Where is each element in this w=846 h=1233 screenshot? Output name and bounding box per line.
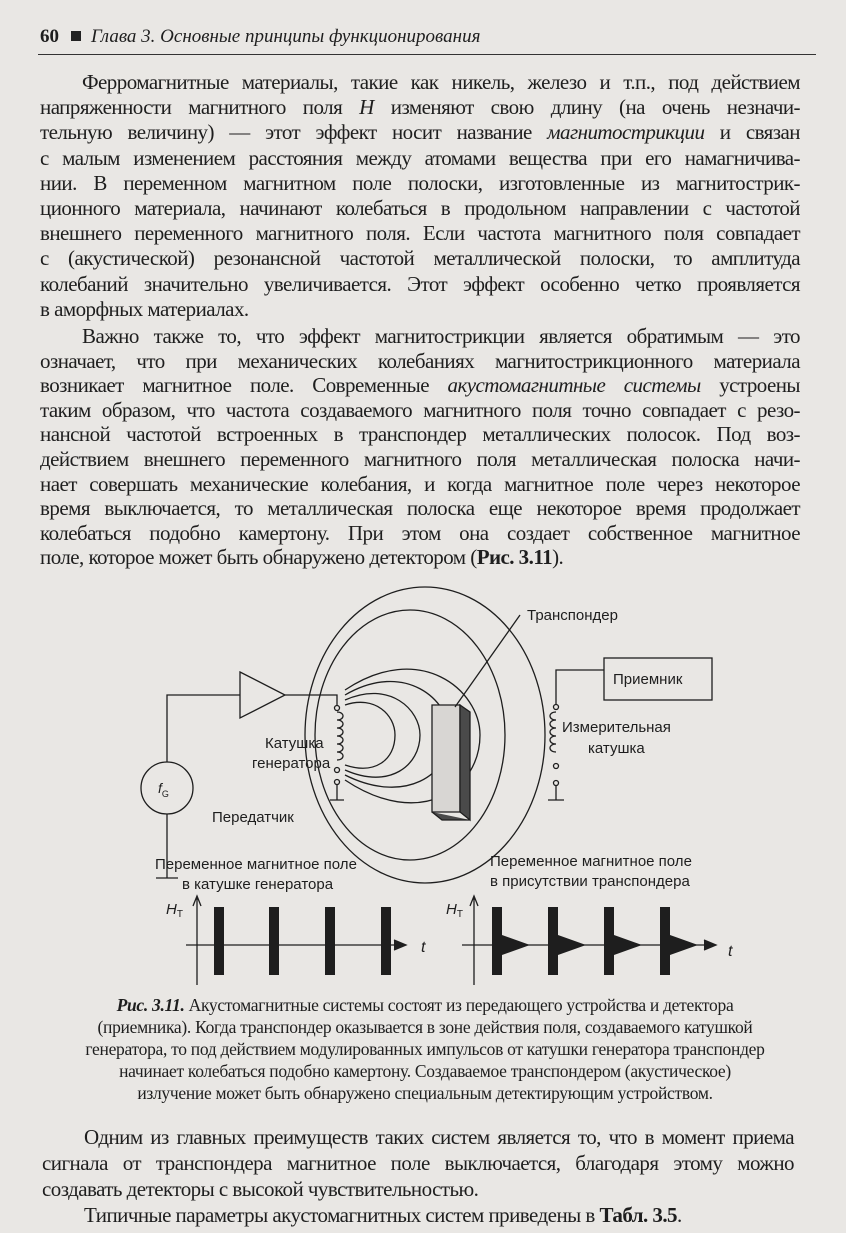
pulse-bar: [381, 907, 391, 975]
text-line: поле, которое может быть обнаружено детектором (Рис. 3.11).: [40, 545, 564, 570]
caption-line: излучение может быть обнаружено специальным детектирующим устройством.: [137, 1083, 713, 1103]
text-line: с (акустической) резонансной частотой металлической полоски, то амплитуда: [40, 246, 800, 271]
text-line: время выключается, то металлическая полоска еще некоторое время продолжает: [40, 496, 800, 521]
text-line: создавать детекторы с высокой чувствительностью.: [42, 1177, 479, 1201]
right-y-axis-label: $H_T$: [446, 901, 463, 920]
header-rule: [38, 54, 816, 55]
generator-coil-label-1: Катушка: [265, 735, 324, 752]
paragraph-2: [40, 324, 800, 570]
paragraph-3: [42, 1124, 794, 1228]
figure-reference-link[interactable]: Рис. 3.11: [476, 545, 553, 570]
text-line: Типичные параметры акустомагнитных систем приведены в Табл. 3.5.: [84, 1203, 682, 1227]
figure-3-11-diagram: [0, 580, 846, 990]
text-line: возникает магнитное поле. Современные акустомагнитные системы устроены: [40, 373, 800, 398]
text-line: Одним из главных преимуществ таких систем является то, что в момент приема: [84, 1125, 794, 1149]
left-pulse-plot: [186, 896, 406, 985]
right-pulse-plot: [462, 896, 716, 985]
text-line: сигнала от транспондера магнитное поле выключается, благодаря этому можно: [42, 1151, 794, 1175]
text-line: таким образом, что частота создаваемого магнитного поля точно совпадает с резо-: [40, 397, 800, 422]
text-line: колебаться подобно камертону. При этом она создает собственное магнитное: [40, 520, 800, 545]
text-line: действием внешнего переменного магнитного поля металлическая полоска начи-: [40, 446, 800, 471]
caption-line: Рис. 3.11. Акустомагнитные системы состоят из передающего устройства и детектора: [116, 995, 734, 1015]
table-reference-link[interactable]: Табл. 3.5: [599, 1203, 678, 1227]
caption-line: (приемника). Когда транспондер оказывается в зоне действия поля, создаваемого катушкой: [97, 1017, 753, 1037]
decaying-pulse: [492, 907, 530, 975]
left-y-axis-sub: T: [176, 909, 183, 920]
paragraph-1: [40, 70, 800, 322]
receiver-label: Приемник: [613, 671, 683, 688]
generator-coil-label-2: генератора: [252, 755, 331, 772]
right-plot-title-1: Переменное магнитное поле: [490, 853, 692, 870]
text-line: тельную величину) — этот эффект носит название магнитострикции и связан: [40, 120, 800, 145]
text-line: напряженности магнитного поля H изменяют свою длину (на очень незначи-: [40, 95, 800, 120]
transmitter-label: Передатчик: [212, 809, 294, 826]
measuring-coil-label-2: катушка: [588, 740, 645, 757]
generator-source-icon: [141, 762, 193, 814]
amplifier-icon: [240, 672, 285, 718]
running-header: [40, 26, 480, 48]
source-label: $f_G$: [158, 780, 169, 799]
caption-line: генератора, то под действием модулированных импульсов от катушки генератора транспондер: [85, 1039, 765, 1059]
pulse-bar: [269, 907, 279, 975]
left-x-axis-label: t: [421, 939, 426, 956]
text-line: нансной частотой встроенных в транспондер металлических полосок. Под воз-: [40, 422, 800, 447]
pulse-bar: [214, 907, 224, 975]
text-line: нает совершать механические колебания, и когда магнитное поле через некоторое: [40, 471, 800, 496]
text-line: в аморфных материалах.: [40, 296, 249, 321]
measuring-coil-label-1: Измерительная: [562, 719, 671, 736]
decaying-pulse: [548, 907, 586, 975]
text-line: внешнего переменного магнитного поля. Если частота магнитного поля совпадает: [40, 221, 800, 246]
transponder-label: Транспондер: [527, 607, 618, 624]
source-subscript: G: [161, 789, 169, 799]
pulse-bar: [325, 907, 335, 975]
figure-caption: [60, 994, 790, 1104]
term-magnetostriction: магнитострикции: [547, 120, 705, 145]
text-line: означает, что при механических колебаниях магнитострикционного материала: [40, 348, 800, 373]
left-plot-title-2: в катушке генератора: [182, 876, 334, 893]
left-plot-title-1: Переменное магнитное поле: [155, 856, 357, 873]
text-line: ционного материала, начинают колебаться в продольном направлении с частотой: [40, 196, 800, 221]
transponder-icon: [432, 705, 470, 820]
left-y-axis-label: $H_T$: [166, 901, 183, 920]
right-y-axis-sub: T: [456, 909, 463, 920]
square-bullet-icon: [71, 31, 81, 41]
term-acoustomagnetic: акустомагнитные системы: [447, 373, 701, 398]
text-line: нии. В переменном магнитном поле полоски, изготовленные из магнитострик-: [40, 170, 800, 195]
decaying-pulse: [660, 907, 698, 975]
text-line: Важно также то, что эффект магнитострикции является обратимым — это: [82, 324, 800, 348]
page-number: 60: [40, 26, 59, 47]
decaying-pulse: [604, 907, 642, 975]
text-line: с малым изменением расстояния между атомами вещества при его намагничива-: [40, 145, 800, 170]
caption-label: Рис. 3.11.: [116, 995, 185, 1015]
symbol-h: H: [359, 95, 374, 120]
generator-coil-icon: [330, 706, 344, 801]
chapter-title: Глава 3. Основные принципы функционирования: [91, 26, 481, 47]
text-line: Ферромагнитные материалы, такие как никель, железо и т.п., под действием: [82, 70, 800, 94]
right-x-axis-label: t: [728, 943, 733, 960]
right-plot-title-2: в присутствии транспондера: [490, 873, 690, 890]
caption-line: начинает колебаться подобно камертону. Создаваемое транспондером (акустическое): [119, 1061, 731, 1081]
text-line: колебаний значительно увеличивается. Этот эффект особенно четко проявляется: [40, 271, 800, 296]
